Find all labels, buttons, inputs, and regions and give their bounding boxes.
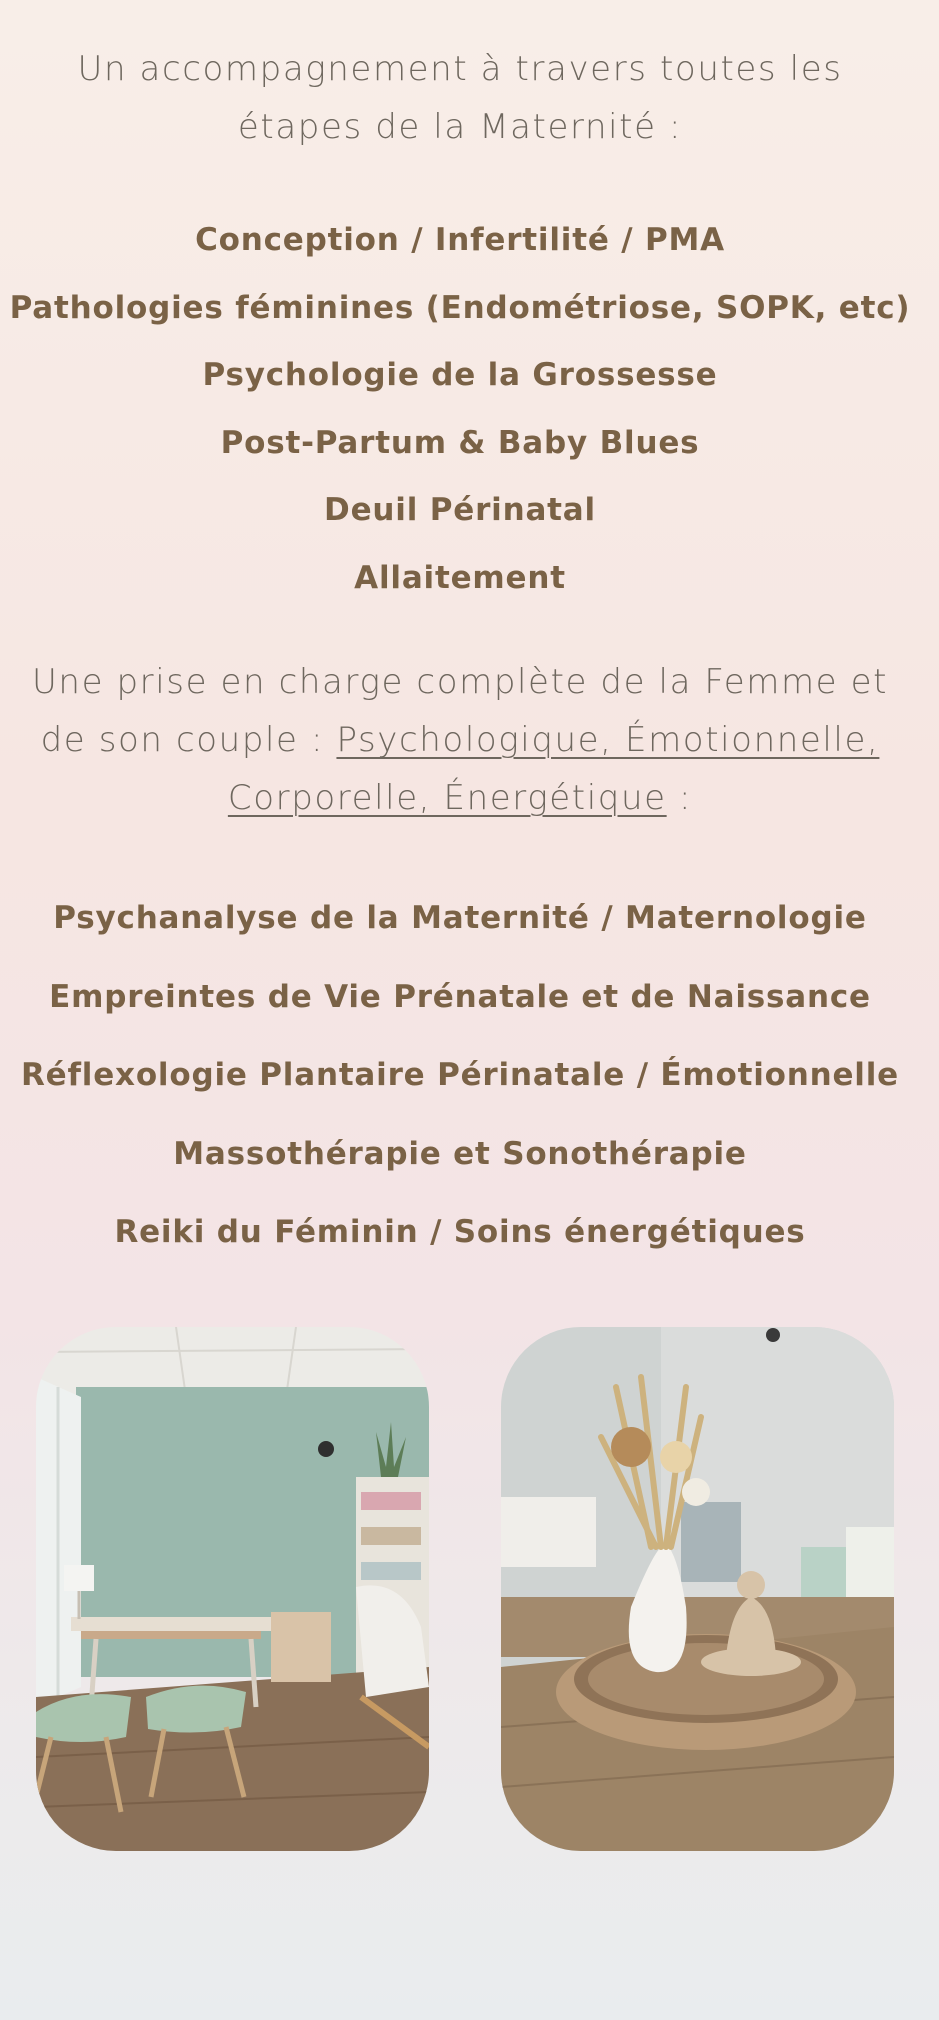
list-item: Psychologie de la Grossesse xyxy=(202,357,718,393)
intro-care xyxy=(0,653,920,827)
list-item: Conception / Infertilité / PMA xyxy=(195,222,725,258)
intro-care-line-1: Une prise en charge complète de la Femme et xyxy=(31,662,889,702)
list-item: Allaitement xyxy=(354,559,566,596)
list-item: Empreintes de Vie Prénatale et de Naissance xyxy=(49,978,871,1015)
therapy-room-photo xyxy=(36,1327,429,1851)
list-item: Post-Partum & Baby Blues xyxy=(220,424,700,461)
list-item: Massothérapie et Sonothérapie xyxy=(173,1135,747,1172)
therapy-room-illustration xyxy=(36,1327,429,1851)
list-item: Pathologies féminines (Endométriose, SOPK, etc) xyxy=(9,289,911,326)
intro-care-line-3 xyxy=(0,769,920,827)
decor-vase-photo xyxy=(501,1327,894,1851)
maternity-stages-list xyxy=(0,215,920,620)
intro-care-suffix: : xyxy=(666,778,693,818)
intro-care-line-2 xyxy=(0,711,920,769)
intro-maternity-line-2: étapes de la Maternité : xyxy=(237,107,683,147)
intro-maternity xyxy=(0,40,920,156)
decor-vase-illustration xyxy=(501,1327,894,1851)
therapies-list xyxy=(0,893,920,1286)
list-item: Réflexologie Plantaire Périnatale / Émotionnelle xyxy=(21,1057,899,1093)
list-item: Psychanalyse de la Maternité / Maternologie xyxy=(53,900,867,936)
care-dimensions-link-continued[interactable]: Corporelle, Énergétique xyxy=(227,778,667,818)
list-item: Deuil Périnatal xyxy=(324,492,596,528)
list-item: Reiki du Féminin / Soins énergétiques xyxy=(114,1214,806,1250)
intro-care-prefix: de son couple : xyxy=(40,720,337,760)
care-dimensions-link[interactable]: Psychologique, Émotionnelle, xyxy=(336,720,880,760)
intro-maternity-line-1: Un accompagnement à travers toutes les xyxy=(77,49,843,89)
